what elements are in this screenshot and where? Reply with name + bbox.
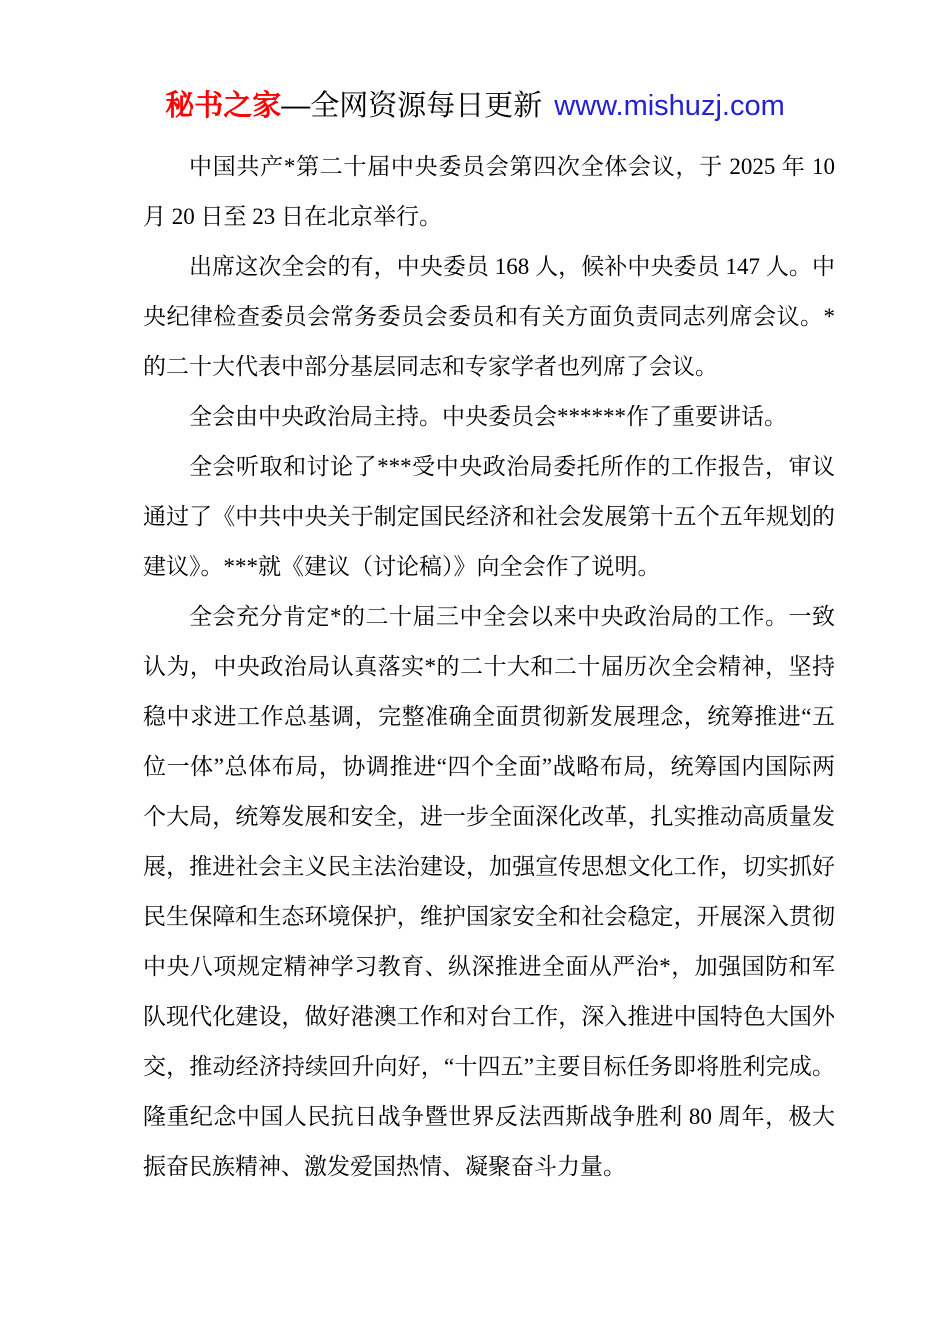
- paragraph-work-report: 全会听取和讨论了***受中央政治局委托所作的工作报告，审议通过了《中共中央关于制定国民经济和社会发展第十五个五年规划的建议》。***就《建议（讨论稿）》向全会作了说明。: [143, 454, 835, 579]
- site-tagline: 全网资源每日更新: [310, 90, 543, 122]
- paragraph-politburo-work: 全会充分肯定*的二十届三中全会以来中央政治局的工作。一致认为，中央政治局认真落实*的二十大和二十届历次全会精神，坚持稳中求进工作总基调，完整准确全面贯彻新发展理念，统筹推进“五位一体”总体布局，协调推进“四个全面”战略布局，统筹国内国际两个大局，统筹发展和安全，进一步全面深化改革，扎实推动高质量发展，推进社会主义民主法治建设，加强宣传思想文化工作，切实抓好民生保障和生态环境保护，维护国家安全和社会稳定，开展深入贯彻中央八项规定精神学习教育、纵深推进全面从严治*，加强国防和军队现代化建设，做好港澳工作和对台工作，深入推进中国特色大国外交，推动经济持续回升向好，“十四五”主要目标任务即将胜利完成。隆重纪念中国人民抗日战争暨世界反法西斯战争胜利 80 周年，极大振奋民族精神、激发爱国热情、凝聚奋斗力量。: [143, 604, 835, 1179]
- page-header: [0, 84, 950, 128]
- header-dash: —: [281, 90, 311, 122]
- paragraph-attendance: 出席这次全会的有，中央委员 168 人，候补中央委员 147 人。中央纪律检查委员会常务委员会委员和有关方面负责同志列席会议。*的二十大代表中部分基层同志和专家学者也列席了会议。: [143, 254, 835, 379]
- site-url-link[interactable]: www.mishuzj.com: [554, 90, 785, 122]
- site-brand: 秘书之家: [165, 90, 282, 122]
- paragraph-session-dates: 中国共产*第二十届中央委员会第四次全体会议，于 2025 年 10 月 20 日至 23 日在北京举行。: [143, 154, 835, 229]
- document-body: [143, 142, 835, 1192]
- paragraph-presiding: 全会由中央政治局主持。中央委员会******作了重要讲话。: [189, 404, 787, 429]
